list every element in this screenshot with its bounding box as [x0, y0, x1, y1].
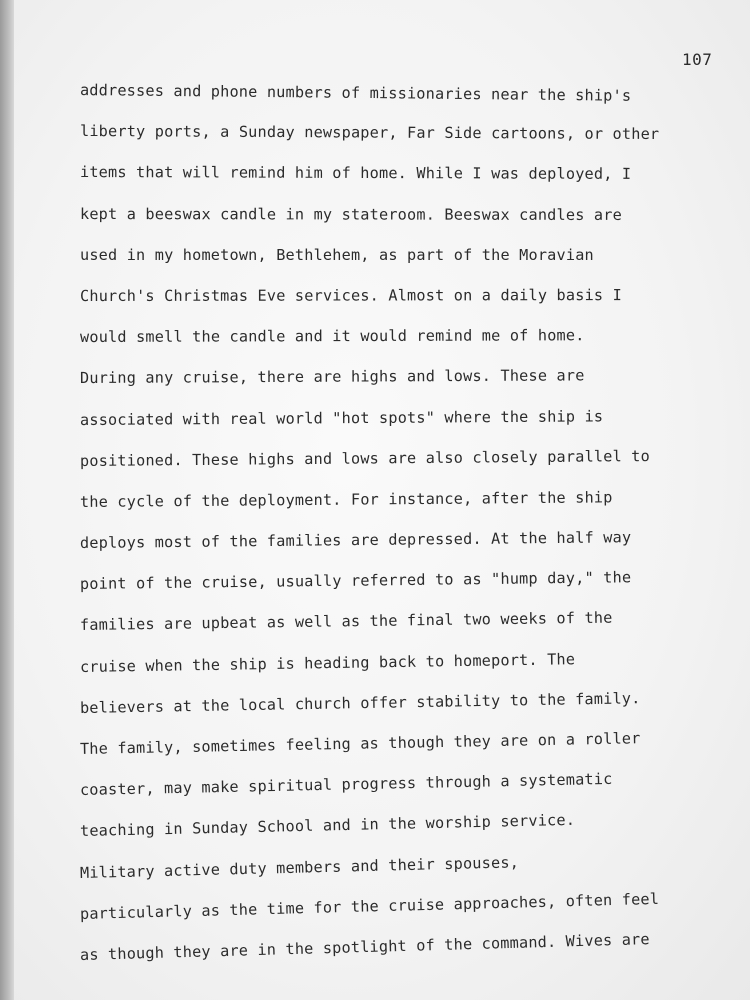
text-line: deploys most of the families are depressed. At the half way — [79, 528, 632, 553]
text-line: associated with real world "hot spots" where the ship is — [79, 406, 604, 429]
text-line: teaching in Sunday School and in the worship service. — [79, 811, 576, 841]
text-line: as though they are in the spotlight of the command. Wives are — [79, 930, 650, 964]
book-binding-edge — [0, 0, 14, 1000]
text-line: would smell the candle and it would remind me of home. — [79, 326, 585, 347]
text-line: coaster, may make spiritual progress through a systematic — [79, 770, 613, 800]
text-line: positioned. These highs and lows are also closely parallel to — [79, 446, 651, 470]
text-line: the cycle of the deployment. For instance, after the ship — [79, 488, 613, 511]
text-line: cruise when the ship is heading back to homeport. The — [79, 649, 576, 676]
body-text — [80, 70, 740, 976]
text-line: addresses and phone numbers of missionaries near the ship's — [79, 81, 632, 105]
text-line: used in my hometown, Bethlehem, as part of the Moravian — [80, 245, 594, 264]
text-line: liberty ports, a Sunday newspaper, Far Side cartoons, or other — [79, 122, 660, 144]
text-line: believers at the local church offer stability to the family. — [79, 689, 641, 717]
text-line: During any cruise, there are highs and lows. These are — [79, 366, 585, 388]
document-page — [14, 0, 750, 1000]
text-line: point of the cruise, usually referred to as "hump day," the — [79, 568, 632, 594]
text-line: Church's Christmas Eve services. Almost on a daily basis I — [79, 285, 622, 305]
text-line: kept a beeswax candle in my stateroom. Beeswax candles are — [79, 204, 622, 224]
text-line: Military active duty members and their spouses, — [79, 852, 520, 882]
page-number: 107 — [682, 50, 713, 69]
text-line: items that will remind him of home. While I was deployed, I — [79, 163, 632, 184]
text-line: The family, sometimes feeling as though they are on a roller — [79, 729, 641, 758]
text-line: families are upbeat as well as the final two weeks of the — [79, 609, 613, 635]
text-line: particularly as the time for the cruise approaches, often feel — [79, 889, 660, 923]
